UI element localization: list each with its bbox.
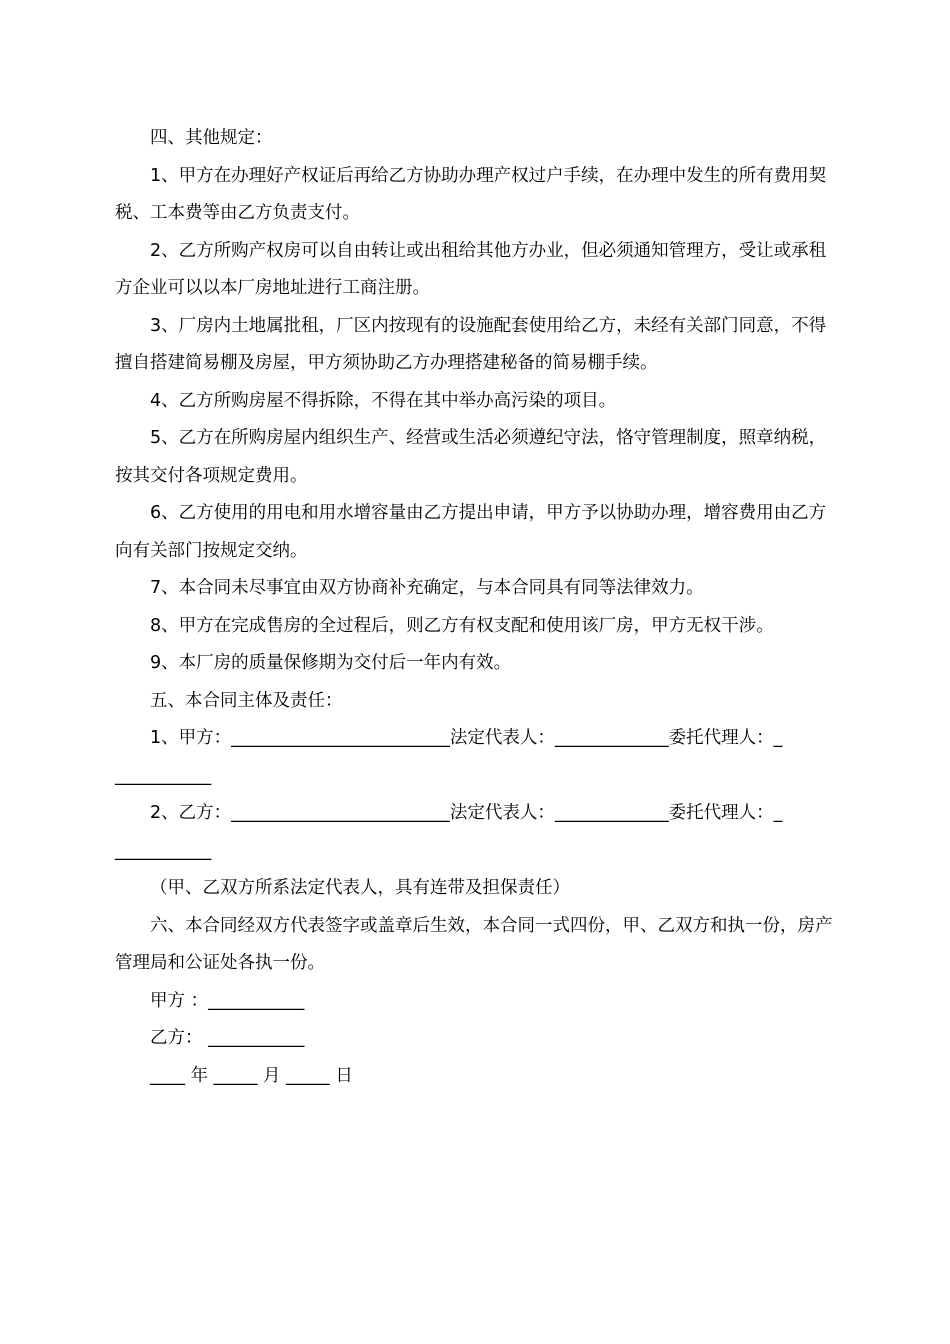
clause-4-1: 1、甲方在办理好产权证后再给乙方协助办理产权过户手续，在办理中发生的所有费用契税、工本费等由乙方负责支付。 — [115, 165, 827, 223]
section-6-text: 六、本合同经双方代表签字或盖章后生效，本合同一式四份，甲、乙双方和执一份，房产管理局和公证处各执一份。 — [115, 915, 833, 973]
clause-4-9: 9、本厂房的质量保修期为交付后一年内有效。 — [150, 653, 512, 673]
liability-note: （甲、乙双方所系法定代表人，具有连带及担保责任） — [150, 878, 570, 898]
party-a-signature-line: 1、甲方：_________________________法定代表人：_____________委托代理人：_ — [150, 728, 783, 748]
party-a-signature-tail: ___________ — [115, 765, 212, 786]
sign-date: ____ 年 _____ 月 _____ 日 — [150, 1065, 353, 1086]
party-b-signature-tail: ___________ — [115, 840, 212, 861]
clause-4-6: 6、乙方使用的用电和用水增容量由乙方提出申请，甲方予以协助办理，增容费用由乙方向有关部门按规定交纳。 — [115, 503, 827, 561]
clause-4-4: 4、乙方所购房屋不得拆除，不得在其中举办高污染的项目。 — [150, 390, 617, 411]
section-4-title: 四、其他规定： — [150, 128, 273, 148]
sign-party-a: 甲方 ：___________ — [150, 990, 305, 1011]
clause-4-3: 3、厂房内土地属批租，厂区内按现有的设施配套使用给乙方，未经有关部门同意，不得擅自搭建简易棚及房屋，甲方须协助乙方办理搭建秘备的简易棚手续。 — [115, 315, 827, 373]
clause-4-8: 8、甲方在完成售房的全过程后，则乙方有权支配和使用该厂房，甲方无权干涉。 — [150, 615, 774, 636]
contract-body — [115, 120, 835, 1095]
clause-4-2: 2、乙方所购产权房可以自由转让或出租给其他方办业，但必须通知管理方，受让或承租方企业可以以本厂房地址进行工商注册。 — [115, 240, 827, 298]
sign-party-b: 乙方： ___________ — [150, 1028, 305, 1048]
party-b-signature-line: 2、乙方：_________________________法定代表人：_____________委托代理人：_ — [150, 803, 783, 823]
clause-4-5: 5、乙方在所购房屋内组织生产、经营或生活必须遵纪守法，恪守管理制度，照章纳税，按其交付各项规定费用。 — [115, 428, 827, 486]
clause-4-7: 7、本合同未尽事宜由双方协商补充确定，与本合同具有同等法律效力。 — [150, 578, 704, 598]
section-5-title: 五、本合同主体及责任： — [150, 690, 343, 711]
